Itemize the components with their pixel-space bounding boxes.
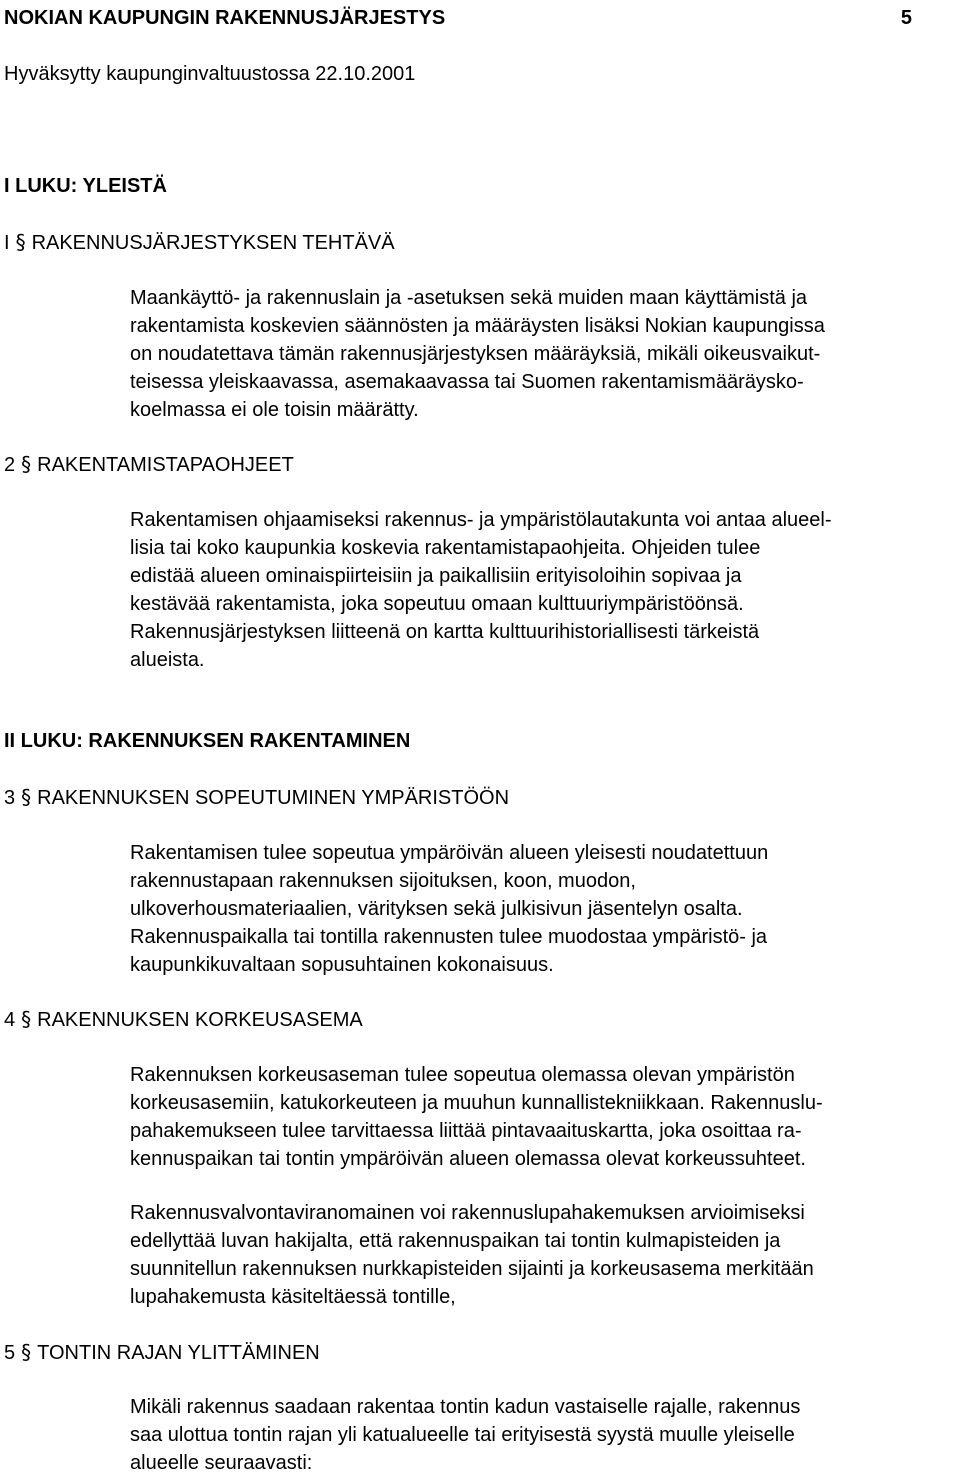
section-number: I xyxy=(4,232,10,254)
paragraph-line: koelmassa ei ole toisin määrätty. xyxy=(130,399,419,421)
section-title: RAKENNUKSEN KORKEUSASEMA xyxy=(37,1009,363,1031)
section-4-paragraph-1 xyxy=(130,1061,930,1173)
section-number: 5 xyxy=(4,1342,16,1364)
section-number: 4 xyxy=(4,1009,16,1031)
section-number: 2 xyxy=(4,454,16,476)
page-number: 5 xyxy=(900,7,912,29)
section-sign: § xyxy=(21,452,32,476)
section-heading-1 xyxy=(4,228,395,257)
paragraph-line: ulkoverhousmateriaalien, värityksen sekä julkisivun jäsentelyn osalta. xyxy=(130,898,743,920)
paragraph-line: teisessa yleiskaavassa, asemakaavassa tai Suomen rakentamismääräysko- xyxy=(130,371,804,393)
paragraph-line: saa ulottua tontin rajan yli katualueelle tai erityisestä syystä muulle yleiselle xyxy=(130,1424,795,1446)
section-sign: § xyxy=(21,1007,32,1031)
paragraph-line: Mikäli rakennus saadaan rakentaa tontin kadun vastaiselle rajalle, rakennus xyxy=(130,1396,801,1418)
paragraph-line: alueista. xyxy=(130,649,205,671)
chapter-heading-1: I LUKU: YLEISTÄ xyxy=(4,175,167,197)
running-header xyxy=(4,4,912,32)
document-page xyxy=(4,0,954,1472)
paragraph-line: lisia tai koko kaupunkia koskevia rakentamistapaohjeita. Ohjeiden tulee xyxy=(130,537,761,559)
paragraph-line: on noudatettava tämän rakennusjärjestyksen määräyksiä, mikäli oikeusvaikut- xyxy=(130,343,821,365)
chapter-heading-2: II LUKU: RAKENNUKSEN RAKENTAMINEN xyxy=(4,730,411,752)
paragraph-line: kestävää rakentamista, joka sopeutuu omaan kulttuuriympäristöönsä. xyxy=(130,593,744,615)
paragraph-line: edellyttää luvan hakijalta, että rakennuspaikan tai tontin kulmapisteiden ja xyxy=(130,1230,781,1252)
paragraph-line: Rakennusjärjestyksen liitteenä on kartta kulttuurihistoriallisesti tärkeistä xyxy=(130,621,760,643)
paragraph-line: rakentamista koskevien säännösten ja määräysten lisäksi Nokian kaupungissa xyxy=(130,315,825,337)
section-1-paragraph xyxy=(130,284,930,424)
section-heading-4 xyxy=(4,1005,363,1034)
section-number: 3 xyxy=(4,787,16,809)
section-heading-3 xyxy=(4,783,509,812)
section-title: RAKENNUSJÄRJESTYKSEN TEHTÄVÄ xyxy=(31,232,395,254)
paragraph-line: kennuspaikan tai tontin ympäröivän alueen olemassa olevat korkeussuhteet. xyxy=(130,1148,806,1170)
section-heading-2 xyxy=(4,450,294,479)
paragraph-line: kaupunkikuvaltaan sopusuhtainen kokonaisuus. xyxy=(130,954,554,976)
section-title: RAKENTAMISTAPAOHJEET xyxy=(37,454,294,476)
document-title: NOKIAN KAUPUNGIN RAKENNUSJÄRJESTYS xyxy=(4,7,446,29)
paragraph-line: suunnitellun rakennuksen nurkkapisteiden sijainti ja korkeusasema merkitään xyxy=(130,1258,814,1280)
paragraph-line: Rakentamisen ohjaamiseksi rakennus- ja ympäristölautakunta voi antaa alueel- xyxy=(130,509,832,531)
paragraph-line: lupahakemusta käsiteltäessä tontille, xyxy=(130,1286,456,1308)
section-sign: § xyxy=(15,230,26,254)
paragraph-line: korkeusasemiin, katukorkeuteen ja muuhun kunnallistekniikkaan. Rakennuslu- xyxy=(130,1092,823,1114)
paragraph-line: Rakennusvalvontaviranomainen voi rakennuslupahakemuksen arvioimiseksi xyxy=(130,1202,805,1224)
paragraph-line: Maankäyttö- ja rakennuslain ja -asetuksen sekä muiden maan käyttämistä ja xyxy=(130,287,808,309)
paragraph-line: Rakennuksen korkeusaseman tulee sopeutua olemassa olevan ympäristön xyxy=(130,1064,795,1086)
paragraph-line: pahakemukseen tulee tarvittaessa liittää pintavaaituskartta, joka osoittaa ra- xyxy=(130,1120,802,1142)
section-title: TONTIN RAJAN YLITTÄMINEN xyxy=(37,1342,320,1364)
paragraph-line: edistää alueen ominaispiirteisiin ja paikallisiin erityisoloihin sopivaa ja xyxy=(130,565,742,587)
section-sign: § xyxy=(21,785,32,809)
section-title: RAKENNUKSEN SOPEUTUMINEN YMPÄRISTÖÖN xyxy=(37,787,510,809)
paragraph-line: alueelle seuraavasti: xyxy=(130,1452,313,1474)
section-sign: § xyxy=(21,1340,32,1364)
section-2-paragraph xyxy=(130,506,930,674)
paragraph-line: Rakennuspaikalla tai tontilla rakennusten tulee muodostaa ympäristö- ja xyxy=(130,926,768,948)
paragraph-line: rakennustapaan rakennuksen sijoituksen, koon, muodon, xyxy=(130,870,636,892)
paragraph-line: Rakentamisen tulee sopeutua ympäröivän alueen yleisesti noudatettuun xyxy=(130,842,769,864)
section-4-paragraph-2 xyxy=(130,1199,930,1311)
approval-date-line: Hyväksytty kaupunginvaltuustossa 22.10.2001 xyxy=(4,63,416,85)
section-3-paragraph xyxy=(130,839,930,979)
section-5-paragraph xyxy=(130,1393,930,1477)
section-heading-5 xyxy=(4,1338,320,1367)
